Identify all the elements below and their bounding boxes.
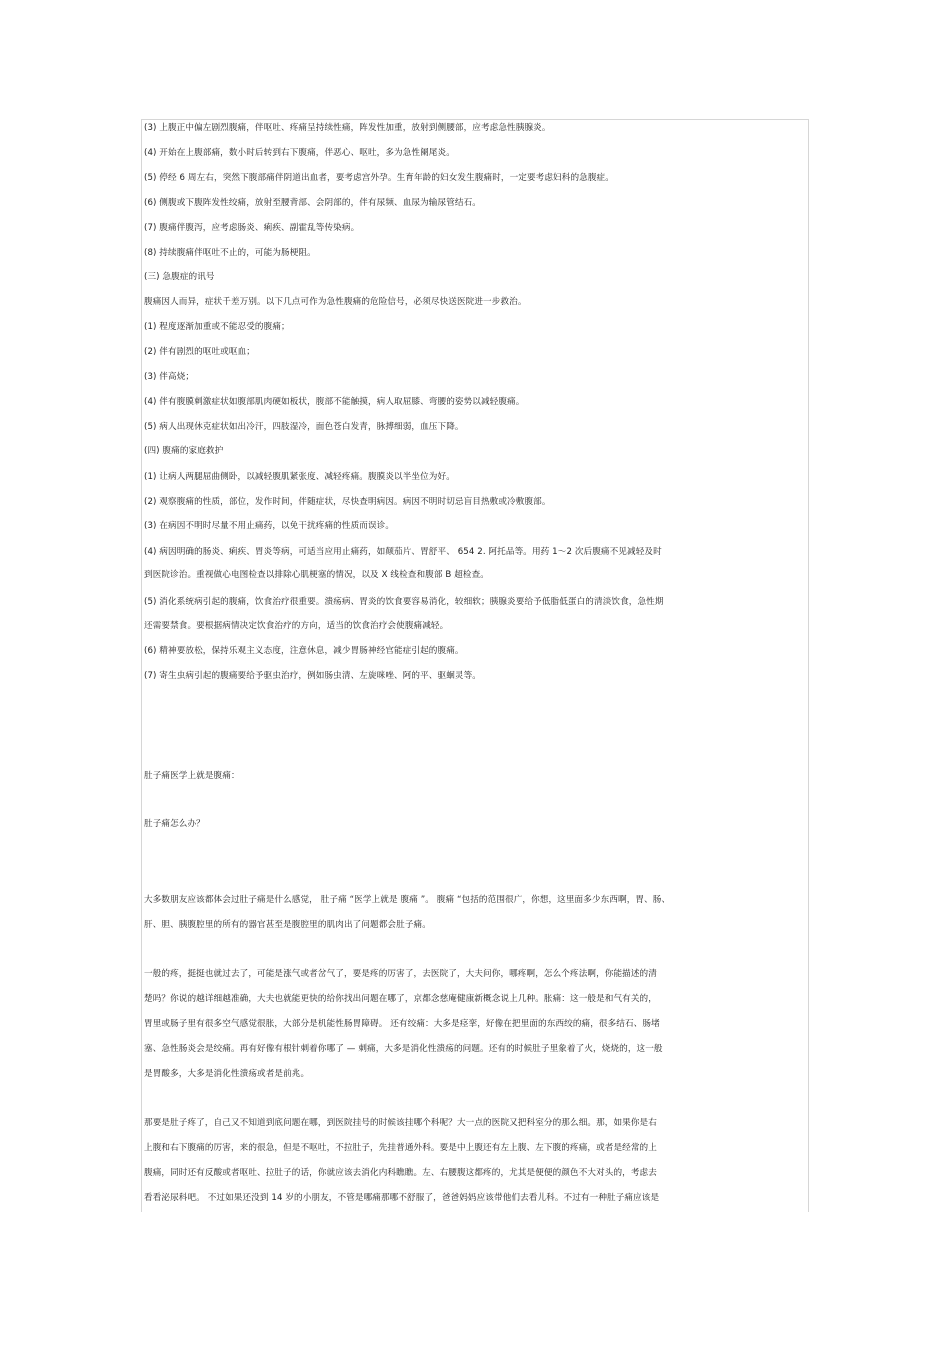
text-line: 大多数朋友应该都体会过肚子痛是什么感觉， 肚子痛 “医学上就是 腹痛 ”。 腹痛 “包括的范围很广，你想，这里面多少东西啊，胃、肠、 [144,895,671,905]
text-line: 还需要禁食。要根据病情决定饮食治疗的方向，适当的饮食治疗会使腹痛减轻。 [144,621,449,631]
section-heading: (三) 急腹症的讯号 [144,272,215,282]
text-line: 一般的疼，挺挺也就过去了，可能是涨气或者岔气了，要是疼的厉害了，去医院了，大夫问你，哪疼啊，怎么个疼法啊，你能描述的清 [144,969,657,979]
text-line: (6) 侧腹或下腹阵发性绞痛，放射至腰背部、会阴部的，伴有尿频、血尿为输尿管结石。 [144,198,481,208]
text-line: (6) 精神要放松，保持乐观主义态度，注意休息，减少胃肠神经官能症引起的腹痛。 [144,646,464,656]
text-line: (2) 伴有剧烈的呕吐或呕血； [144,347,255,357]
text-line: 胃里或肠子里有很多空气感觉很胀，大部分是机能性肠胃障碍。 还有绞痛：大多是痉挛，好像在把里面的东西绞的痛，很多结石、肠堵 [144,1019,660,1029]
text-line: (5) 停经 6 周左右，突然下腹部痛伴阴道出血者，要考虑宫外孕。生育年龄的妇女发生腹痛时，一定要考虑妇科的急腹症。 [144,173,614,183]
text-line: (5) 病人出现休克症状如出冷汗，四肢湿冷，面色苍白发青，脉搏细弱，血压下降。 [144,422,464,432]
text-line: (1) 程度逐渐加重或不能忍受的腹痛； [144,322,290,332]
text-line: 上腹和右下腹痛的厉害，来的很急，但是不呕吐，不拉肚子，先挂普通外科。要是中上腹还有左上腹、左下腹的疼痛，或者是经常的上 [144,1143,657,1153]
text-line: (4) 伴有腹膜刺激症状如腹部肌肉硬如板状，腹部不能触摸，病人取屈膝、弯腰的姿势以减轻腹痛。 [144,397,525,407]
text-line: (1) 让病人两腿屈曲侧卧，以减轻腹肌紧张度、减轻疼痛。腹膜炎以半坐位为好。 [144,472,455,482]
text-line: (4) 病因明确的肠炎、痢疾、胃炎等病，可适当应用止痛药，如颠茄片、胃舒平、 654 2. 阿托品等。用药 1～2 次后腹痛不见减轻及时 [144,547,662,557]
text-line: 看看泌尿科吧。 不过如果还没到 14 岁的小朋友，不管是哪痛那哪不舒服了，爸爸妈妈应该带他们去看儿科。不过有一种肚子痛应该是 [144,1193,660,1203]
text-line: 腹痛因人而异，症状千差万别。以下几点可作为急性腹痛的危险信号，必须尽快送医院进一步救治。 [144,297,527,307]
text-line: (3) 在病因不明时尽量不用止痛药，以免干扰疼痛的性质而误诊。 [144,521,395,531]
subheading: 肚子痛医学上就是腹痛： [144,771,240,781]
text-line: 那要是肚子疼了，自己又不知道到底问题在哪，到医院挂号的时候该挂哪个科呢？大一点的医院又把科室分的那么细。那，如果你是右 [144,1118,657,1128]
text-line: (3) 伴高烧； [144,372,195,382]
text-line: (8) 持续腹痛伴呕吐不止的，可能为肠梗阻。 [144,248,316,258]
text-line: (5) 消化系统病引起的腹痛，饮食治疗很重要。溃疡病、胃炎的饮食要容易消化，较细软；胰腺炎要给予低脂低蛋白的清淡饮食，急性期 [144,597,664,607]
text-line: 肝、胆、胰腹腔里的所有的器官甚至是腹腔里的肌肉出了问题都会肚子痛。 [144,920,431,930]
text-line: (4) 开始在上腹部痛，数小时后转到右下腹痛，伴恶心、呕吐，多为急性阑尾炎。 [144,148,455,158]
text-line: (2) 观察腹痛的性质，部位，发作时间，伴随症状，尽快查明病因。病因不明时切忌盲目热敷或冷敷腹部。 [144,497,551,507]
text-line: 腹痛，同时还有反酸或者呕吐、拉肚子的话，你就应该去消化内科瞧瞧。左、右腰腹这都疼的，尤其是便便的颜色不大对头的，考虑去 [144,1168,657,1178]
subheading: 肚子痛怎么办？ [144,819,205,829]
text-line: 楚吗？你说的越详细越准确，大夫也就能更快的给你找出问题在哪了，京都念慈庵健康新概念说上几种。胀痛：这一般是和气有关的， [144,994,657,1004]
text-line: 到医院诊治。重视做心电图检查以排除心肌梗塞的情况，以及 X 线检查和腹部 B 超检查。 [144,570,489,580]
text-line: (7) 腹痛伴腹泻，应考虑肠炎、痢疾、副霍乱等传染病。 [144,223,360,233]
section-heading: (四) 腹痛的家庭救护 [144,446,224,456]
text-line: 是胃酸多，大多是消化性溃疡或者是前兆。 [144,1069,310,1079]
text-line: (7) 寄生虫病引起的腹痛要给予驱虫治疗，例如肠虫清、左旋咪唑、阿的平、驱蛔灵等。 [144,671,481,681]
text-line: 塞、急性肠炎会是绞痛。再有好像有根针刺着你哪了 — 刺痛，大多是消化性溃疡的问题。还有的时候肚子里象着了火，烧烧的，这一般 [144,1044,663,1054]
text-line: (3) 上腹正中偏左剧烈腹痛，伴呕吐、疼痛呈持续性痛，阵发性加重，放射到侧腰部，应考虑急性胰腺炎。 [144,123,551,133]
